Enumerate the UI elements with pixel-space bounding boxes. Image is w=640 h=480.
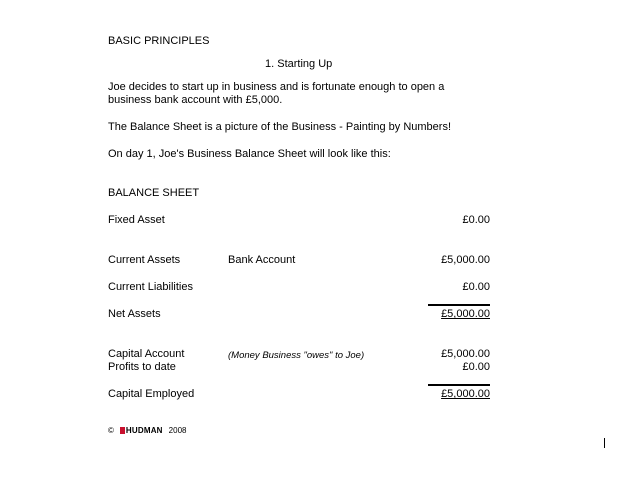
capital-account-label: Capital Account	[108, 348, 185, 360]
profits-to-date-value: £0.00	[462, 361, 490, 373]
net-assets-label: Net Assets	[108, 308, 161, 320]
current-liabilities-value: £0.00	[462, 281, 490, 293]
fixed-asset-value: £0.00	[462, 214, 490, 226]
intro-line-4: On day 1, Joe's Business Balance Sheet will look like this:	[108, 148, 391, 160]
capital-account-value: £5,000.00	[441, 348, 490, 360]
page-subheading: 1. Starting Up	[265, 58, 333, 70]
capital-employed-value: £5,000.00	[441, 388, 490, 400]
footer-year: 2008	[168, 426, 187, 435]
hudman-logo	[120, 426, 163, 435]
text-cursor-icon	[604, 438, 605, 448]
current-assets-label: Current Assets	[108, 254, 181, 266]
copyright-symbol: ©	[108, 426, 114, 435]
current-liabilities-label: Current Liabilities	[108, 281, 193, 293]
capital-employed-label: Capital Employed	[108, 388, 195, 400]
current-assets-value: £5,000.00	[441, 254, 490, 266]
page-heading: BASIC PRINCIPLES	[108, 35, 210, 47]
capital-employed-rule	[428, 384, 490, 386]
net-assets-value: £5,000.00	[441, 308, 490, 320]
hudman-logo-icon	[120, 427, 125, 434]
footer	[108, 426, 186, 435]
net-assets-rule	[428, 304, 490, 306]
intro-line-1: Joe decides to start up in business and is fortunate enough to open a	[108, 81, 445, 93]
balance-sheet-title: BALANCE SHEET	[108, 187, 200, 199]
capital-account-note: (Money Business "owes" to Joe)	[228, 350, 365, 361]
fixed-asset-label: Fixed Asset	[108, 214, 165, 226]
profits-to-date-label: Profits to date	[108, 361, 176, 373]
hudman-brand: HUDMAN	[125, 426, 163, 435]
intro-line-3: The Balance Sheet is a picture of the Business - Painting by Numbers!	[108, 121, 452, 133]
current-assets-detail: Bank Account	[228, 254, 296, 266]
intro-line-2: business bank account with £5,000.	[108, 94, 283, 106]
